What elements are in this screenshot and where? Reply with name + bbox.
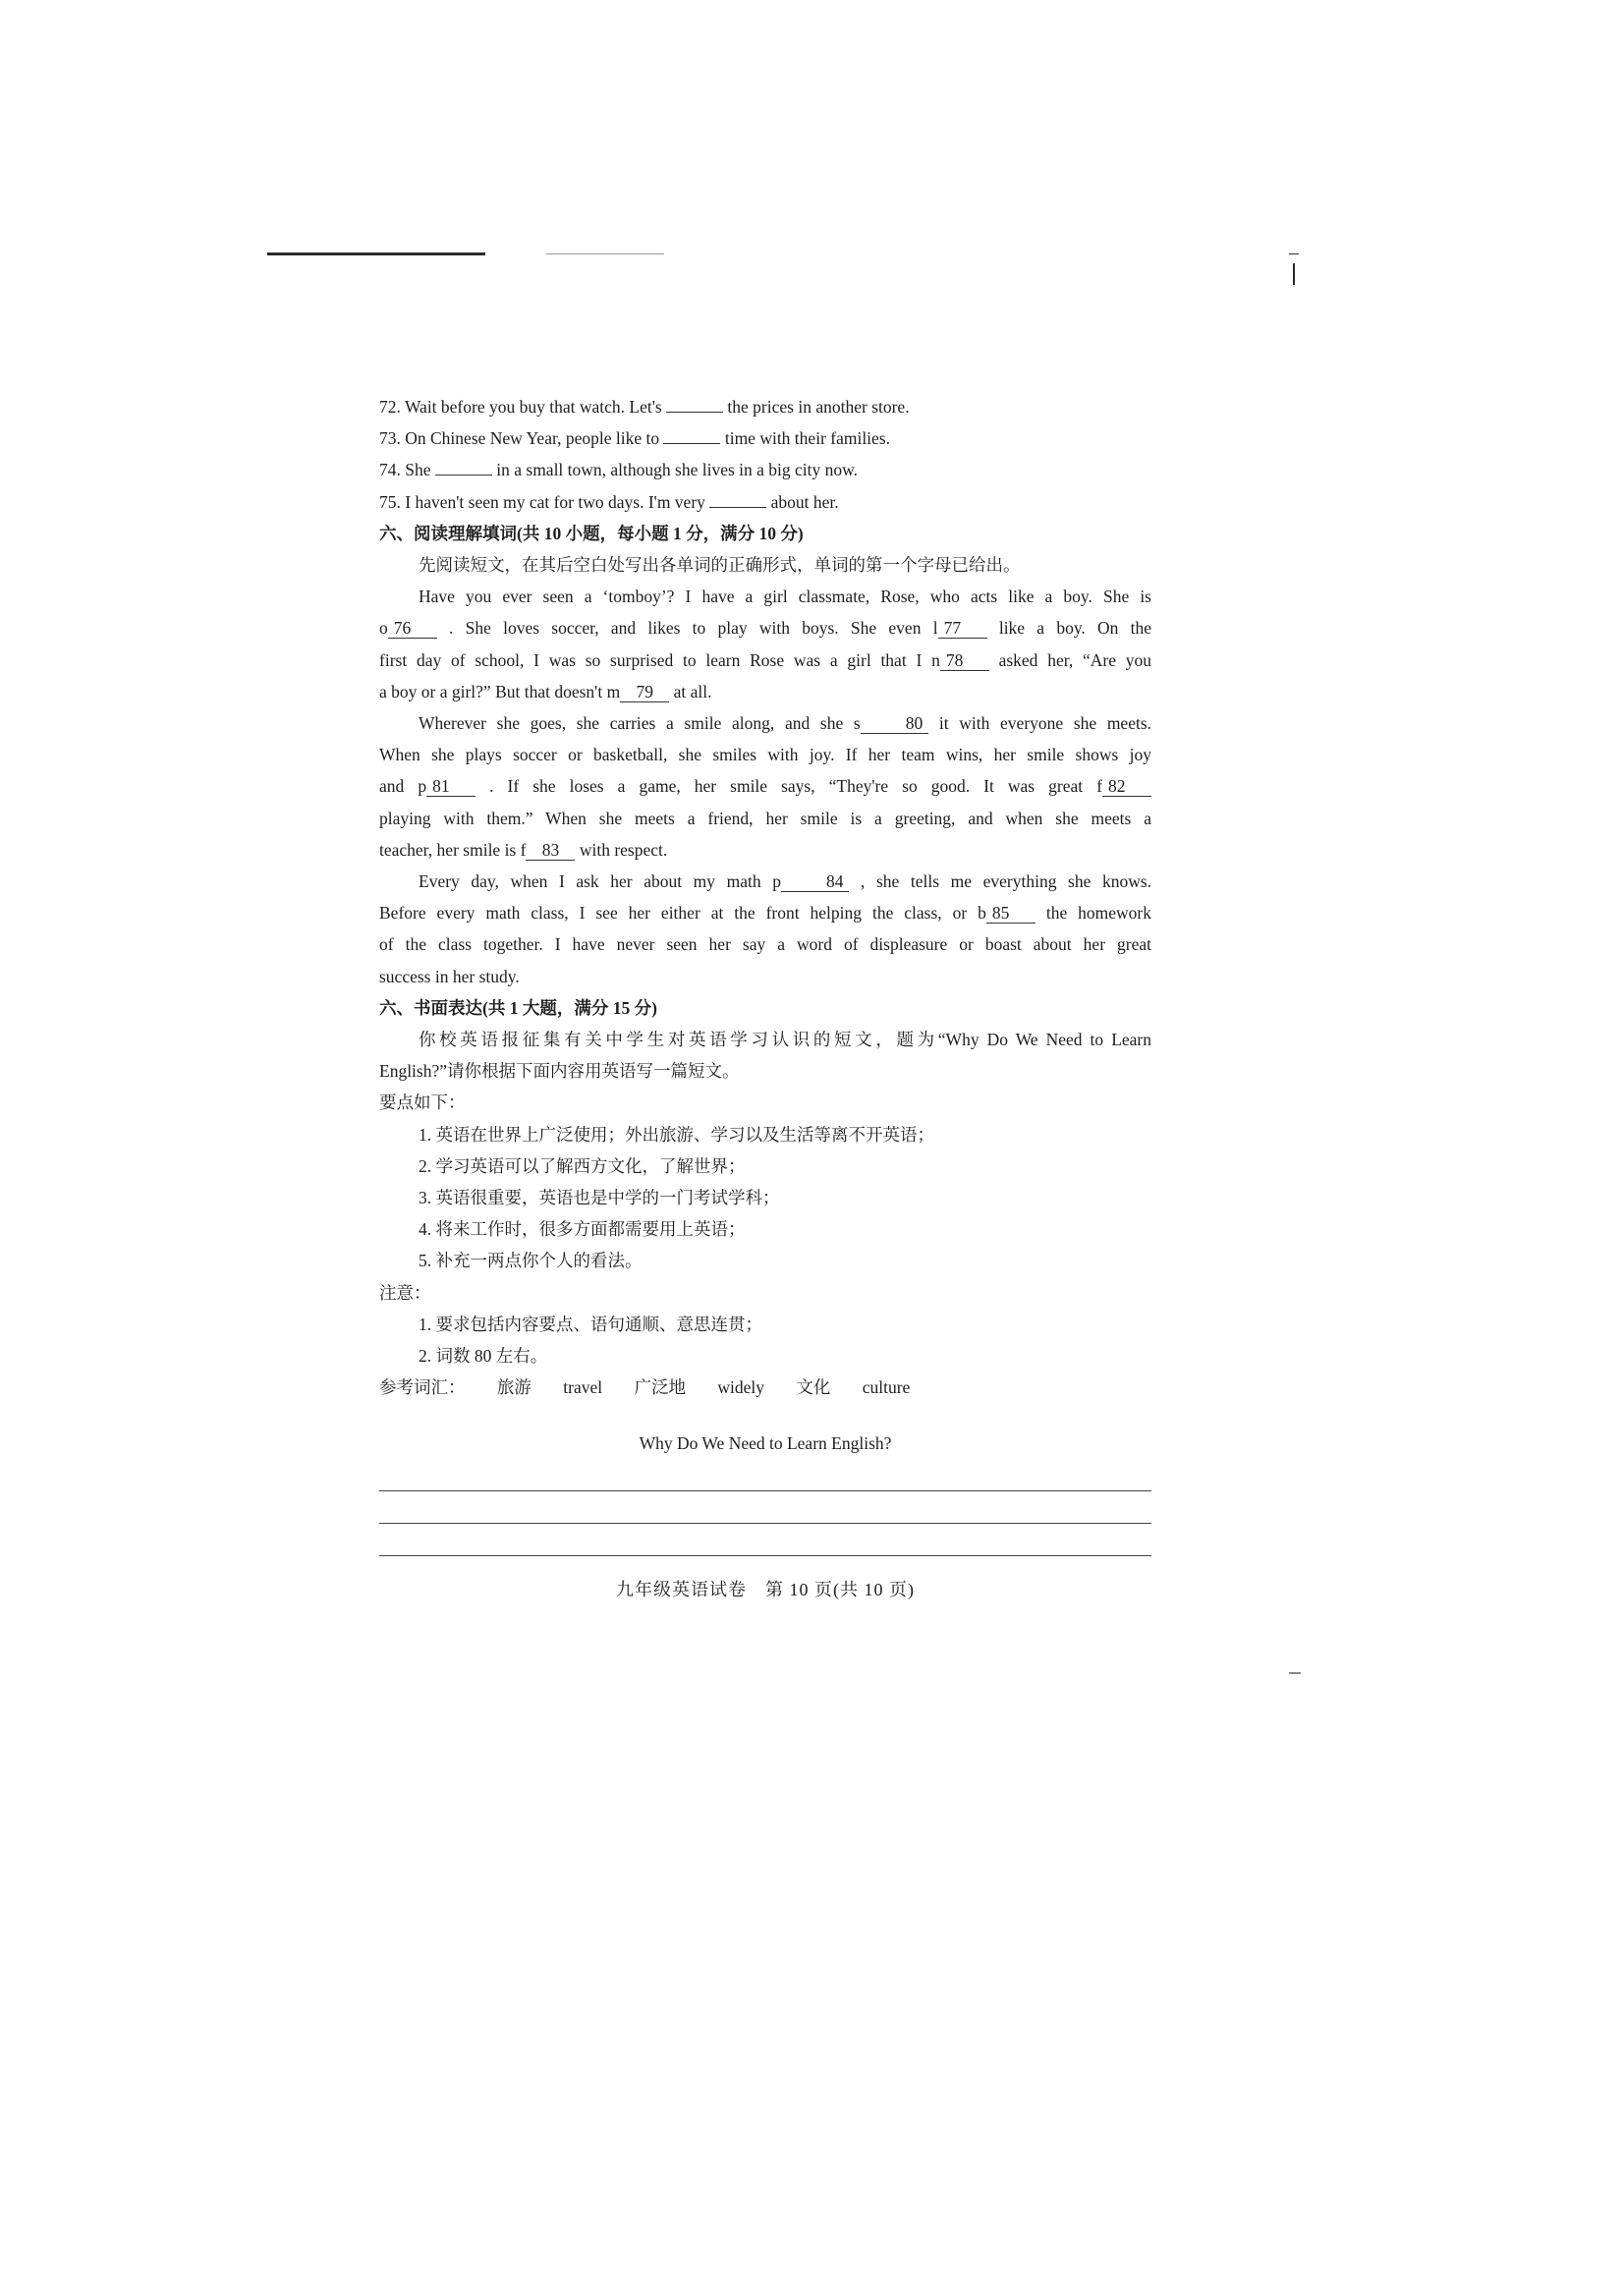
reading-section-heading: 六、阅读理解填词(共 10 小题，每小题 1 分，满分 10 分) bbox=[379, 523, 804, 543]
writing-intro: English?”请你根据下面内容用英语写一篇短文。 bbox=[379, 1061, 740, 1082]
scan-dash-right bbox=[1289, 253, 1299, 254]
points-label: 要点如下： bbox=[379, 1092, 466, 1113]
passage-line: success in her study. bbox=[379, 966, 520, 986]
passage-line: a boy or a girl?” But that doesn't m 79 at all. bbox=[379, 681, 712, 701]
passage-line: o 76 . She loves soccer, and likes to play with boys. She even l 77 like a boy. On the bbox=[379, 618, 1152, 639]
vocab-item: 广泛地 bbox=[634, 1377, 686, 1398]
writing-answer-line[interactable] bbox=[379, 1491, 1151, 1524]
answer-blank-73[interactable] bbox=[663, 428, 720, 444]
notes-label: 注意： bbox=[379, 1282, 431, 1303]
answer-blank-76[interactable]: 76 bbox=[388, 618, 437, 639]
passage-line: Wherever she goes, she carries a smile along, and she s 80 it with everyone she meets. bbox=[419, 713, 1152, 734]
point-item: 5. 补充一两点你个人的看法。 bbox=[419, 1251, 643, 1271]
vocab-item: 旅游 bbox=[496, 1377, 532, 1398]
writing-section-heading: 六、书面表达(共 1 大题，满分 15 分) bbox=[379, 997, 657, 1018]
answer-blank-85[interactable]: 85 bbox=[986, 903, 1035, 924]
passage-line: playing with them.” When she meets a friend, her smile is a greeting, and when she meets a bbox=[379, 808, 1151, 828]
answer-blank-78[interactable]: 78 bbox=[940, 650, 989, 671]
answer-blank-84[interactable]: 84 bbox=[781, 871, 850, 892]
writing-answer-line[interactable] bbox=[379, 1459, 1151, 1491]
answer-blank-80[interactable]: 80 bbox=[861, 713, 929, 734]
answer-blank-77[interactable]: 77 bbox=[938, 618, 987, 639]
passage-line: Have you ever seen a ‘tomboy’? I have a girl classmate, Rose, who acts like a boy. She is bbox=[419, 587, 1151, 607]
reading-instruction: 先阅读短文，在其后空白处写出各单词的正确形式，单词的第一个字母已给出。 bbox=[419, 555, 1021, 576]
passage-line: first day of school, I was so surprised to learn Rose was a girl that I n 78 asked her, “Are you bbox=[379, 649, 1151, 670]
note-item: 2. 词数 80 左右。 bbox=[419, 1346, 548, 1367]
passage-line: and p 81 . If she loses a game, her smile says, “They're so good. It was great f 82 bbox=[379, 770, 1151, 802]
passage-line: teacher, her smile is f 83 with respect. bbox=[379, 839, 668, 860]
answer-blank-74[interactable] bbox=[435, 460, 492, 476]
point-item: 4. 将来工作时，很多方面都需要用上英语； bbox=[419, 1219, 746, 1240]
question-73: 73. On Chinese New Year, people like to time with their families. bbox=[379, 428, 890, 449]
page-footer: 九年级英语试卷 第 10 页(共 10 页) bbox=[616, 1579, 915, 1599]
vocab-label: 参考词汇： bbox=[379, 1377, 466, 1398]
answer-blank-81[interactable]: 81 bbox=[426, 776, 476, 797]
scan-dash-lower-right bbox=[1289, 1672, 1301, 1674]
question-74: 74. She in a small town, although she lives in a big city now. bbox=[379, 460, 859, 480]
scan-mark-right bbox=[1293, 263, 1295, 285]
exam-page bbox=[379, 391, 1151, 1605]
passage-line: When she plays soccer or basketball, she smiles with joy. If her team wins, her smile shows joy bbox=[379, 745, 1151, 765]
writing-intro: 你校英语报征集有关中学生对英语学习认识的短文，题为“Why Do We Need to Learn bbox=[419, 1030, 1151, 1050]
passage-line: of the class together. I have never seen her say a word of displeasure or boast about her great bbox=[379, 934, 1151, 955]
scan-line-top bbox=[267, 252, 485, 255]
answer-blank-75[interactable] bbox=[709, 492, 766, 508]
passage-line: Every day, when I ask her about my math p 84 , she tells me everything she knows. bbox=[419, 871, 1152, 892]
answer-blank-72[interactable] bbox=[666, 397, 723, 413]
point-item: 1. 英语在世界上广泛使用；外出旅游、学习以及生活等离不开英语； bbox=[419, 1124, 934, 1145]
point-item: 3. 英语很重要，英语也是中学的一门考试学科； bbox=[419, 1188, 780, 1208]
question-75: 75. I haven't seen my cat for two days. I'm very about her. bbox=[379, 491, 839, 512]
answer-blank-83[interactable]: 83 bbox=[526, 840, 575, 861]
vocab-item: travel bbox=[563, 1377, 603, 1398]
writing-answer-line[interactable] bbox=[379, 1524, 1151, 1556]
answer-blank-82[interactable]: 82 bbox=[1102, 776, 1151, 797]
vocab-item: culture bbox=[862, 1377, 911, 1398]
note-item: 1. 要求包括内容要点、语句通顺、意思连贯； bbox=[419, 1314, 762, 1334]
essay-title: Why Do We Need to Learn English? bbox=[639, 1432, 892, 1453]
passage-line: Before every math class, I see her either at the front helping the class, or b 85 the homework bbox=[379, 903, 1151, 924]
vocab-item: 文化 bbox=[796, 1377, 831, 1398]
question-72: 72. Wait before you buy that watch. Let's the prices in another store. bbox=[379, 397, 910, 417]
vocab-row bbox=[379, 1372, 1151, 1403]
scan-dots-top bbox=[546, 253, 664, 254]
vocab-item: widely bbox=[717, 1377, 764, 1398]
answer-blank-79[interactable]: 79 bbox=[620, 682, 669, 702]
point-item: 2. 学习英语可以了解西方文化，了解世界； bbox=[419, 1155, 746, 1176]
